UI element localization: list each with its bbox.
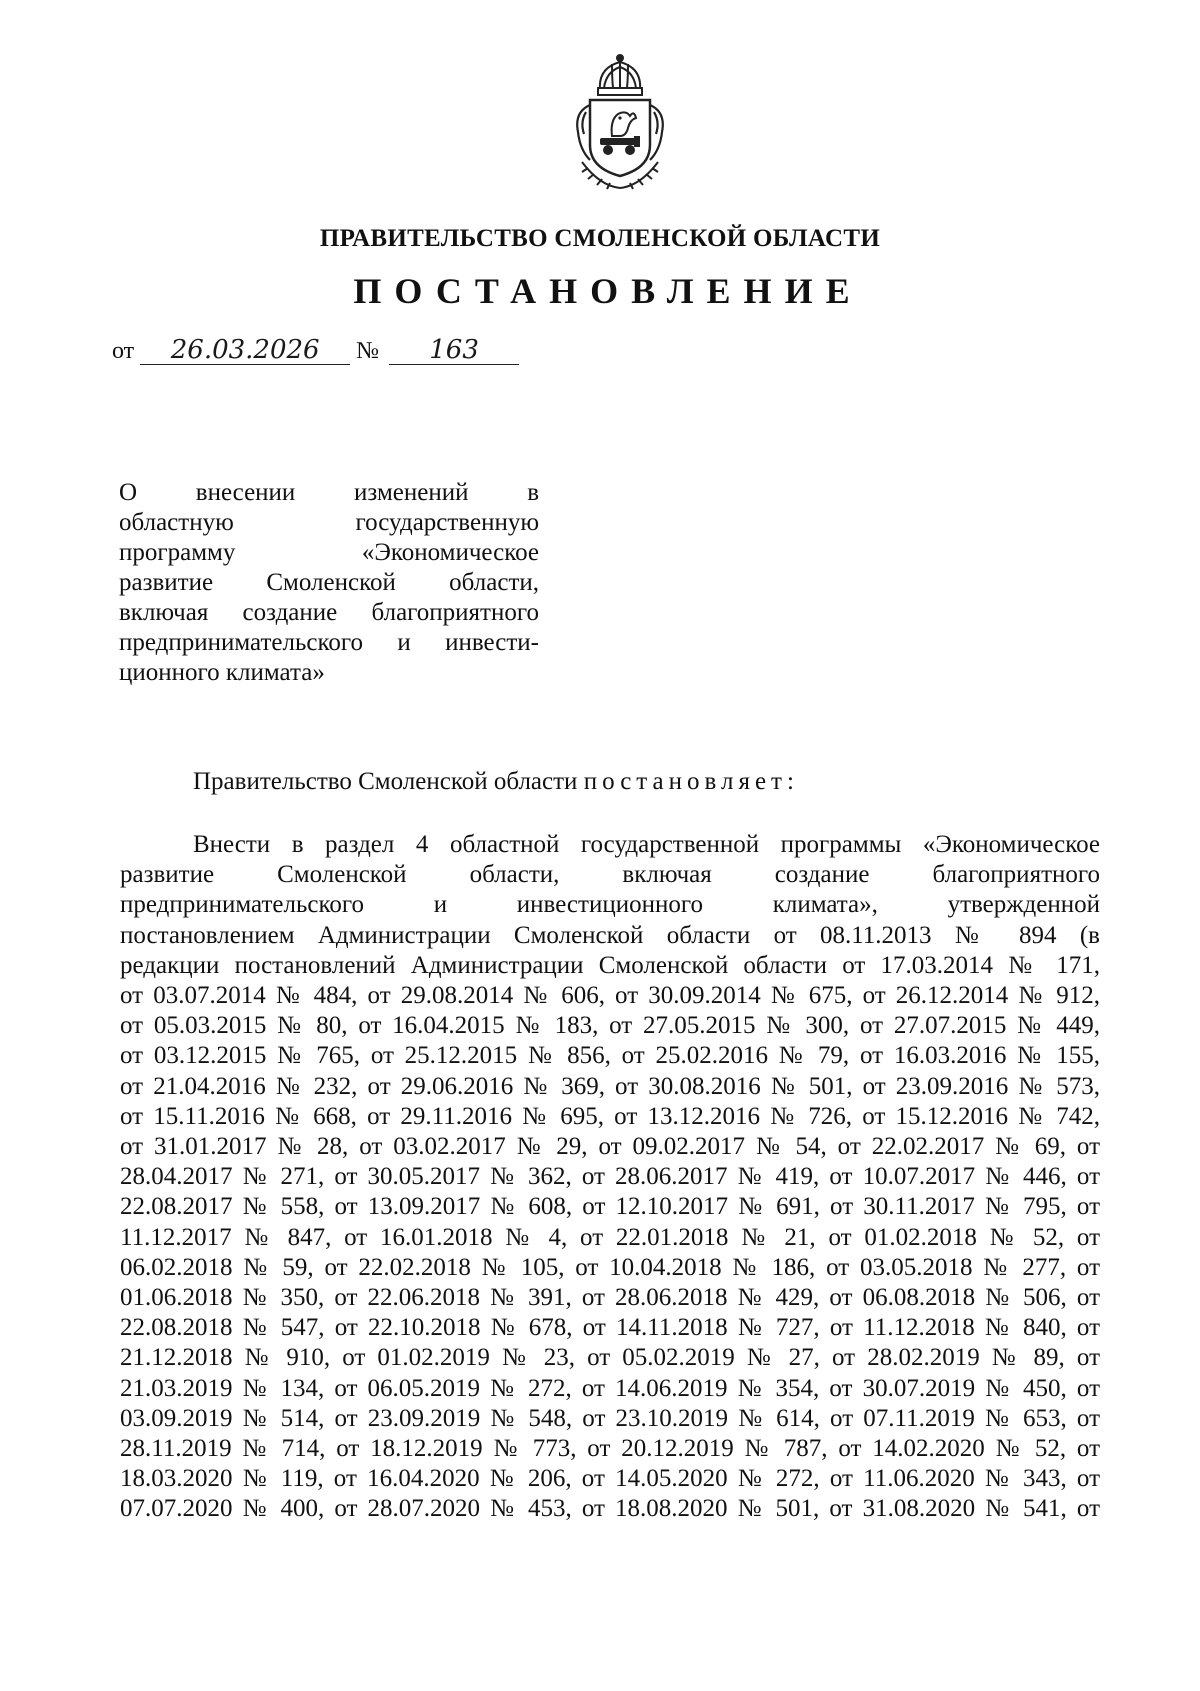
subject-line: областную государственную — [119, 509, 539, 536]
body-line: от 05.03.2015 № 80, от 16.04.2015 № 183, от 27.05.2015 № 300, от 27.07.2015 № 449, — [120, 1012, 1100, 1040]
registration-line — [112, 336, 519, 365]
body-line: от 21.04.2016 № 232, от 29.06.2016 № 369, от 30.08.2016 № 501, от 23.09.2016 № 573, — [120, 1072, 1100, 1100]
body-line: Внести в раздел 4 областной государственной программы «Экономическое — [193, 831, 1100, 858]
body-line: 01.06.2018 № 350, от 22.06.2018 № 391, от 28.06.2018 № 429, от 06.08.2018 № 506, от — [120, 1284, 1100, 1312]
subject-line: программу «Экономическое — [119, 539, 539, 566]
subject-line: О внесении изменений в — [119, 479, 539, 506]
body-line: 21.03.2019 № 134, от 06.05.2019 № 272, от 14.06.2019 № 354, от 30.07.2019 № 450, от — [120, 1374, 1100, 1402]
handwritten-date: 26.03.2026 — [140, 336, 350, 365]
body-line: 18.03.2020 № 119, от 16.04.2020 № 206, от 14.05.2020 № 272, от 11.06.2020 № 343, от — [120, 1465, 1100, 1493]
body-line: развитие Смоленской области, включая создание благоприятного — [120, 861, 1100, 889]
preamble-verb: постановляет: — [583, 768, 799, 795]
body-line: 21.12.2018 № 910, от 01.02.2019 № 23, от 05.02.2019 № 27, от 28.02.2019 № 89, от — [120, 1344, 1100, 1372]
issuing-authority: ПРАВИТЕЛЬСТВО СМОЛЕНСКОЙ ОБЛАСТИ — [319, 225, 881, 252]
preamble — [193, 768, 799, 796]
document-subject — [119, 478, 539, 688]
body-line: от 15.11.2016 № 668, от 29.11.2016 № 695, от 13.12.2016 № 726, от 15.12.2016 № 742, — [120, 1102, 1100, 1130]
preamble-prefix: Правительство Смоленской области — [193, 768, 584, 795]
body-line: 11.12.2017 № 847, от 16.01.2018 № 4, от 22.01.2018 № 21, от 01.02.2018 № 52, от — [120, 1223, 1100, 1251]
body-line: 06.02.2018 № 59, от 22.02.2018 № 105, от 10.04.2018 № 186, от 03.05.2018 № 277, от — [120, 1253, 1100, 1281]
number-prefix: № — [356, 338, 380, 364]
body-line: 07.07.2020 № 400, от 28.07.2020 № 453, от 18.08.2020 № 501, от 31.08.2020 № 541, от — [120, 1495, 1100, 1523]
handwritten-number: 163 — [389, 336, 519, 365]
body-line: предпринимательского и инвестиционного климата», утвержденной — [120, 891, 1100, 919]
subject-line: развитие Смоленской области, — [119, 569, 539, 596]
document-type-title: ПОСТАНОВЛЕНИЕ — [353, 271, 863, 311]
body-line: от 03.07.2014 № 484, от 29.08.2014 № 606, от 30.09.2014 № 675, от 26.12.2014 № 912, — [120, 982, 1100, 1010]
coat-of-arms-icon — [560, 50, 680, 195]
body-line: 22.08.2017 № 558, от 13.09.2017 № 608, от 12.10.2017 № 691, от 30.11.2017 № 795, от — [120, 1193, 1100, 1221]
body-line: редакции постановлений Администрации Смоленской области от 17.03.2014 № 171, — [120, 951, 1100, 979]
date-prefix: от — [112, 338, 135, 364]
body-line: 03.09.2019 № 514, от 23.09.2019 № 548, от 23.10.2019 № 614, от 07.11.2019 № 653, от — [120, 1404, 1100, 1432]
resolution-body — [120, 830, 1100, 1525]
body-line: от 03.12.2015 № 765, от 25.12.2015 № 856, от 25.02.2016 № 79, от 16.03.2016 № 155, — [120, 1042, 1100, 1070]
body-line: 22.08.2018 № 547, от 22.10.2018 № 678, от 14.11.2018 № 727, от 11.12.2018 № 840, от — [120, 1314, 1100, 1342]
body-line: от 31.01.2017 № 28, от 03.02.2017 № 29, от 09.02.2017 № 54, от 22.02.2017 № 69, от — [120, 1133, 1100, 1161]
body-line: 28.04.2017 № 271, от 30.05.2017 № 362, от 28.06.2017 № 419, от 10.07.2017 № 446, от — [120, 1163, 1100, 1191]
subject-line: включая создание благоприятного — [119, 599, 539, 626]
subject-line: ционного климата» — [119, 659, 325, 686]
body-line: постановлением Администрации Смоленской области от 08.11.2013 № 894 (в — [120, 921, 1100, 949]
body-line: 28.11.2019 № 714, от 18.12.2019 № 773, от 20.12.2019 № 787, от 14.02.2020 № 52, от — [120, 1435, 1100, 1463]
subject-line: предпринимательского и инвести- — [119, 629, 539, 656]
